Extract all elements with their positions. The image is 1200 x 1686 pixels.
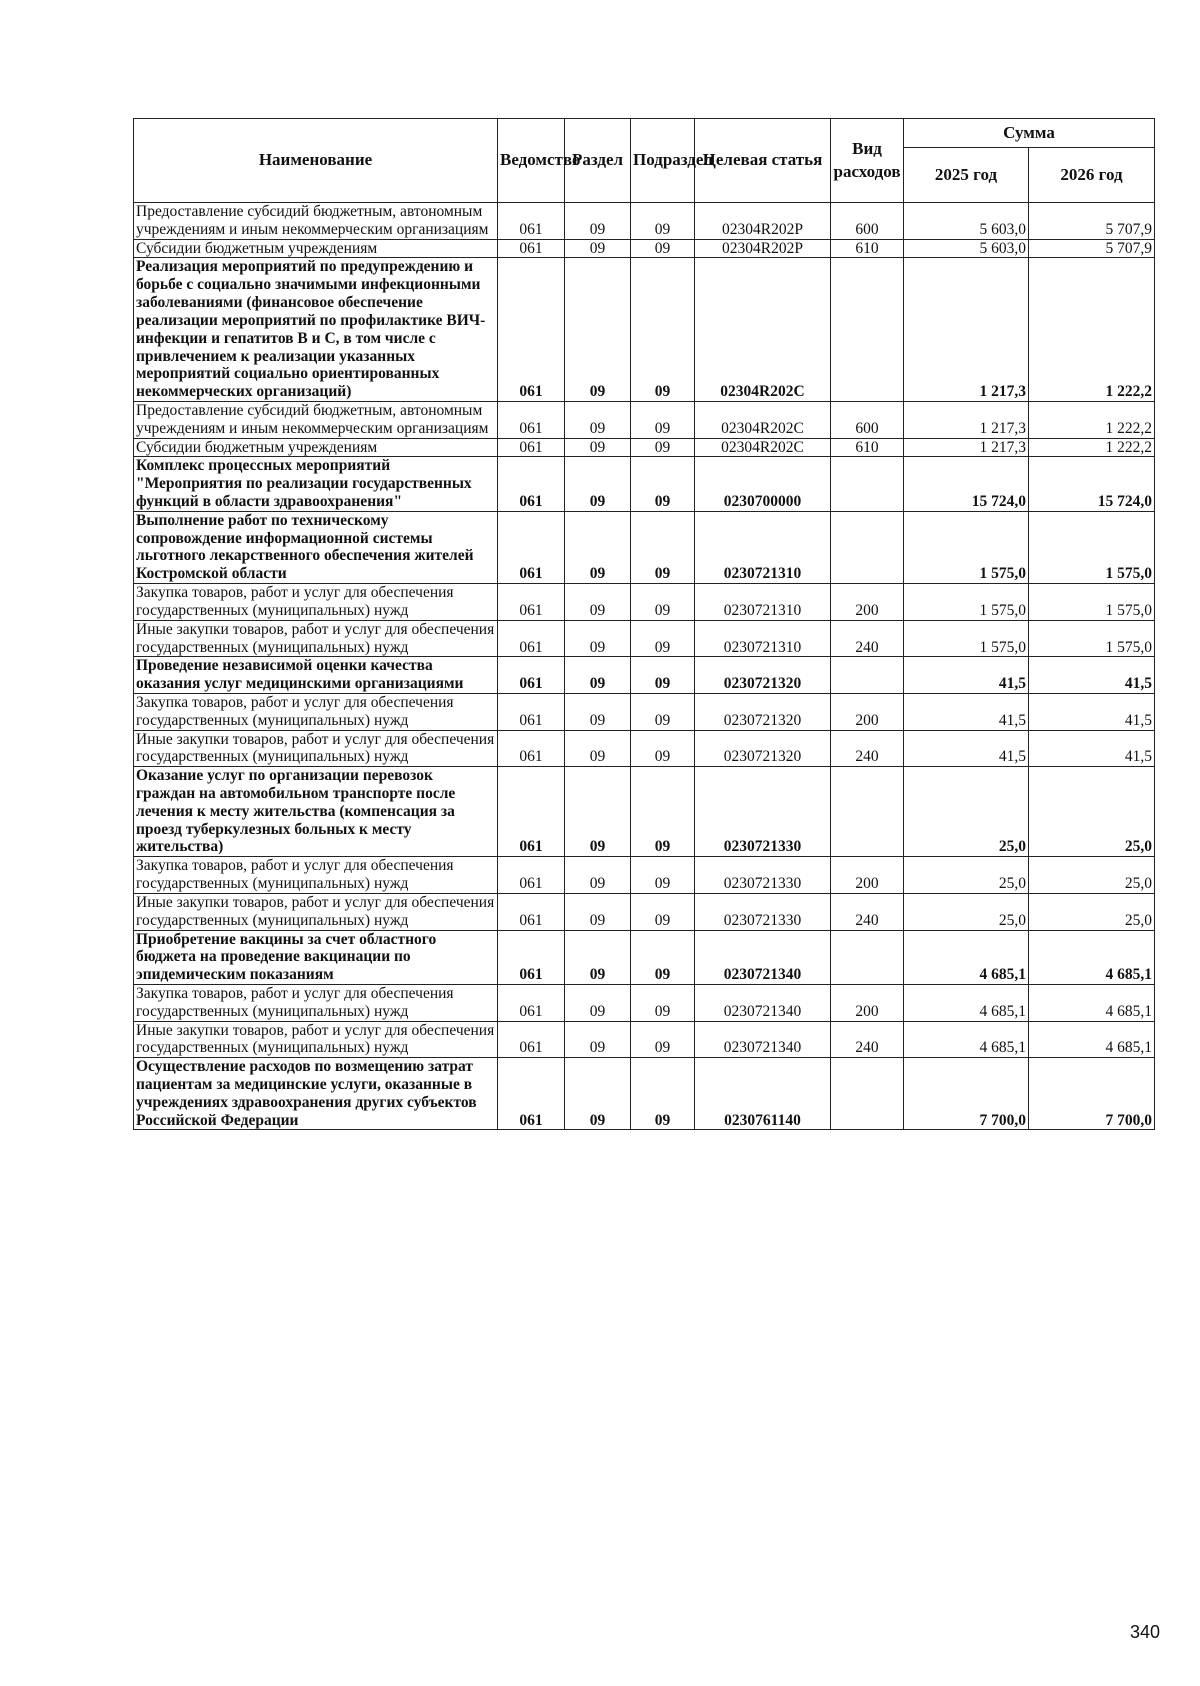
cell-subsection: 09 [631, 239, 695, 258]
cell-dept: 061 [498, 401, 565, 438]
cell-subsection: 09 [631, 457, 695, 511]
cell-section: 09 [565, 930, 631, 984]
cell-y2026: 1 222,2 [1029, 401, 1155, 438]
header-subsection: Подраздел [631, 119, 695, 203]
cell-y2025: 25,0 [904, 893, 1029, 930]
cell-y2025: 25,0 [904, 767, 1029, 857]
budget-table [133, 118, 1155, 1130]
cell-subsection: 09 [631, 511, 695, 583]
cell-y2026: 41,5 [1029, 657, 1155, 694]
cell-type [831, 657, 904, 694]
cell-target: 0230700000 [695, 457, 831, 511]
cell-target: 0230761140 [695, 1058, 831, 1130]
cell-name: Закупка товаров, работ и услуг для обеспечения государственных (муниципальных) нужд [134, 693, 498, 730]
cell-section: 09 [565, 767, 631, 857]
table-row [134, 239, 1155, 258]
cell-target: 02304R202C [695, 401, 831, 438]
cell-y2025: 41,5 [904, 657, 1029, 694]
cell-name: Закупка товаров, работ и услуг для обеспечения государственных (муниципальных) нужд [134, 857, 498, 894]
cell-section: 09 [565, 511, 631, 583]
table-row [134, 767, 1155, 857]
cell-subsection: 09 [631, 203, 695, 240]
cell-dept: 061 [498, 693, 565, 730]
cell-type [831, 767, 904, 857]
cell-dept: 061 [498, 657, 565, 694]
cell-dept: 061 [498, 511, 565, 583]
cell-dept: 061 [498, 457, 565, 511]
cell-subsection: 09 [631, 620, 695, 657]
cell-subsection: 09 [631, 401, 695, 438]
cell-target: 0230721340 [695, 930, 831, 984]
cell-y2026: 25,0 [1029, 857, 1155, 894]
cell-section: 09 [565, 584, 631, 621]
cell-type: 200 [831, 693, 904, 730]
cell-target: 0230721310 [695, 620, 831, 657]
table-body [134, 203, 1155, 1130]
cell-name: Закупка товаров, работ и услуг для обеспечения государственных (муниципальных) нужд [134, 984, 498, 1021]
table-row [134, 511, 1155, 583]
cell-target: 02304R202C [695, 258, 831, 402]
cell-dept: 061 [498, 239, 565, 258]
cell-y2025: 7 700,0 [904, 1058, 1029, 1130]
cell-type: 240 [831, 730, 904, 767]
cell-y2026: 1 575,0 [1029, 584, 1155, 621]
cell-name: Иные закупки товаров, работ и услуг для обеспечения государственных (муниципальных) нужд [134, 620, 498, 657]
cell-type [831, 258, 904, 402]
cell-section: 09 [565, 203, 631, 240]
cell-name: Осуществление расходов по возмещению затрат пациентам за медицинские услуги, оказанные в учреждениях здравоохранения других субъектов Российской Федерации [134, 1058, 498, 1130]
cell-subsection: 09 [631, 584, 695, 621]
cell-target: 0230721320 [695, 693, 831, 730]
cell-y2025: 1 575,0 [904, 584, 1029, 621]
cell-subsection: 09 [631, 258, 695, 402]
cell-y2026: 1 575,0 [1029, 620, 1155, 657]
cell-subsection: 09 [631, 893, 695, 930]
table-row [134, 693, 1155, 730]
header-section: Раздел [565, 119, 631, 203]
header-target: Целевая статья [695, 119, 831, 203]
cell-subsection: 09 [631, 730, 695, 767]
cell-dept: 061 [498, 1021, 565, 1058]
cell-name: Проведение независимой оценки качества оказания услуг медицинскими организациями [134, 657, 498, 694]
cell-y2025: 1 575,0 [904, 620, 1029, 657]
cell-y2025: 15 724,0 [904, 457, 1029, 511]
page-number: 340 [1129, 1622, 1160, 1642]
cell-y2025: 1 217,3 [904, 401, 1029, 438]
cell-y2026: 25,0 [1029, 893, 1155, 930]
cell-subsection: 09 [631, 438, 695, 457]
cell-type: 240 [831, 620, 904, 657]
cell-y2025: 5 603,0 [904, 203, 1029, 240]
cell-section: 09 [565, 657, 631, 694]
cell-y2025: 41,5 [904, 730, 1029, 767]
table-header-row [134, 119, 1155, 148]
cell-dept: 061 [498, 984, 565, 1021]
cell-section: 09 [565, 1058, 631, 1130]
cell-target: 0230721320 [695, 730, 831, 767]
cell-subsection: 09 [631, 1058, 695, 1130]
cell-y2025: 1 217,3 [904, 258, 1029, 402]
cell-y2026: 4 685,1 [1029, 1021, 1155, 1058]
cell-type [831, 457, 904, 511]
cell-subsection: 09 [631, 767, 695, 857]
table-row [134, 657, 1155, 694]
cell-dept: 061 [498, 438, 565, 457]
cell-y2025: 4 685,1 [904, 1021, 1029, 1058]
table-row [134, 457, 1155, 511]
cell-section: 09 [565, 258, 631, 402]
cell-type: 200 [831, 857, 904, 894]
cell-dept: 061 [498, 857, 565, 894]
cell-y2026: 4 685,1 [1029, 930, 1155, 984]
cell-y2025: 1 217,3 [904, 438, 1029, 457]
table-row [134, 438, 1155, 457]
cell-type: 240 [831, 1021, 904, 1058]
cell-section: 09 [565, 1021, 631, 1058]
cell-name: Иные закупки товаров, работ и услуг для обеспечения государственных (муниципальных) нужд [134, 893, 498, 930]
table-row [134, 401, 1155, 438]
cell-target: 0230721320 [695, 657, 831, 694]
cell-y2026: 41,5 [1029, 693, 1155, 730]
cell-name: Иные закупки товаров, работ и услуг для обеспечения государственных (муниципальных) нужд [134, 1021, 498, 1058]
cell-y2026: 5 707,9 [1029, 239, 1155, 258]
cell-target: 02304R202P [695, 203, 831, 240]
cell-section: 09 [565, 438, 631, 457]
header-2026: 2026 год [1029, 148, 1155, 203]
cell-subsection: 09 [631, 693, 695, 730]
cell-name: Субсидии бюджетным учреждениям [134, 239, 498, 258]
cell-dept: 061 [498, 1058, 565, 1130]
cell-y2026: 1 222,2 [1029, 438, 1155, 457]
cell-dept: 061 [498, 584, 565, 621]
cell-y2026: 15 724,0 [1029, 457, 1155, 511]
cell-name: Оказание услуг по организации перевозок граждан на автомобильном транспорте после лечения к месту жительства (компенсация за проезд туберкулезных больных к месту жительства) [134, 767, 498, 857]
cell-y2026: 41,5 [1029, 730, 1155, 767]
header-2025: 2025 год [904, 148, 1029, 203]
cell-y2025: 41,5 [904, 693, 1029, 730]
cell-target: 0230721310 [695, 511, 831, 583]
cell-y2025: 1 575,0 [904, 511, 1029, 583]
cell-name: Приобретение вакцины за счет областного бюджета на проведение вакцинации по эпидемическим показаниям [134, 930, 498, 984]
cell-y2026: 5 707,9 [1029, 203, 1155, 240]
cell-name: Реализация мероприятий по предупреждению и борьбе с социально значимыми инфекционными заболеваниями (финансовое обеспечение реализации мероприятий по профилактике ВИЧ- инфекции и гепатитов В и С, в том числе с привлечением к реализации указанных мероприятий социально ориентированных некоммерческих организаций) [134, 258, 498, 402]
cell-section: 09 [565, 457, 631, 511]
cell-y2025: 5 603,0 [904, 239, 1029, 258]
cell-dept: 061 [498, 893, 565, 930]
cell-subsection: 09 [631, 1021, 695, 1058]
table-row [134, 1058, 1155, 1130]
cell-name: Предоставление субсидий бюджетным, автономным учреждениям и иным некоммерческим организациям [134, 203, 498, 240]
cell-section: 09 [565, 893, 631, 930]
cell-subsection: 09 [631, 984, 695, 1021]
header-dept: Ведомство [498, 119, 565, 203]
cell-type: 600 [831, 401, 904, 438]
table-row [134, 893, 1155, 930]
cell-y2026: 4 685,1 [1029, 984, 1155, 1021]
cell-dept: 061 [498, 767, 565, 857]
cell-y2026: 7 700,0 [1029, 1058, 1155, 1130]
header-expense-type: Вид расходов [831, 119, 904, 203]
cell-section: 09 [565, 857, 631, 894]
table-row [134, 620, 1155, 657]
header-name: Наименование [134, 119, 498, 203]
cell-target: 0230721330 [695, 857, 831, 894]
cell-name: Комплекс процессных мероприятий "Мероприятия по реализации государственных функций в области здравоохранения" [134, 457, 498, 511]
cell-type: 240 [831, 893, 904, 930]
cell-dept: 061 [498, 258, 565, 402]
cell-subsection: 09 [631, 857, 695, 894]
cell-section: 09 [565, 984, 631, 1021]
cell-y2025: 4 685,1 [904, 984, 1029, 1021]
cell-target: 0230721330 [695, 767, 831, 857]
cell-dept: 061 [498, 930, 565, 984]
cell-y2025: 25,0 [904, 857, 1029, 894]
cell-dept: 061 [498, 730, 565, 767]
cell-section: 09 [565, 401, 631, 438]
table-row [134, 984, 1155, 1021]
cell-target: 02304R202C [695, 438, 831, 457]
cell-dept: 061 [498, 620, 565, 657]
table-row [134, 584, 1155, 621]
cell-dept: 061 [498, 203, 565, 240]
cell-subsection: 09 [631, 657, 695, 694]
cell-y2025: 4 685,1 [904, 930, 1029, 984]
cell-type: 610 [831, 438, 904, 457]
cell-type [831, 930, 904, 984]
cell-type: 200 [831, 584, 904, 621]
table-row [134, 730, 1155, 767]
cell-target: 0230721330 [695, 893, 831, 930]
cell-name: Предоставление субсидий бюджетным, автономным учреждениям и иным некоммерческим организациям [134, 401, 498, 438]
cell-target: 0230721310 [695, 584, 831, 621]
cell-name: Выполнение работ по техническому сопровождение информационной системы льготного лекарственного обеспечения жителей Костромской области [134, 511, 498, 583]
cell-section: 09 [565, 620, 631, 657]
cell-type [831, 511, 904, 583]
cell-target: 0230721340 [695, 984, 831, 1021]
cell-type [831, 1058, 904, 1130]
cell-name: Закупка товаров, работ и услуг для обеспечения государственных (муниципальных) нужд [134, 584, 498, 621]
cell-y2026: 1 222,2 [1029, 258, 1155, 402]
cell-type: 610 [831, 239, 904, 258]
table-row [134, 930, 1155, 984]
table-row [134, 203, 1155, 240]
cell-type: 200 [831, 984, 904, 1021]
table-row [134, 857, 1155, 894]
cell-type: 600 [831, 203, 904, 240]
header-sum: Сумма [904, 119, 1155, 148]
cell-y2026: 25,0 [1029, 767, 1155, 857]
cell-name: Субсидии бюджетным учреждениям [134, 438, 498, 457]
table-row [134, 1021, 1155, 1058]
cell-section: 09 [565, 239, 631, 258]
table-row [134, 258, 1155, 402]
cell-name: Иные закупки товаров, работ и услуг для обеспечения государственных (муниципальных) нужд [134, 730, 498, 767]
cell-subsection: 09 [631, 930, 695, 984]
cell-target: 02304R202P [695, 239, 831, 258]
cell-target: 0230721340 [695, 1021, 831, 1058]
cell-y2026: 1 575,0 [1029, 511, 1155, 583]
cell-section: 09 [565, 730, 631, 767]
cell-section: 09 [565, 693, 631, 730]
